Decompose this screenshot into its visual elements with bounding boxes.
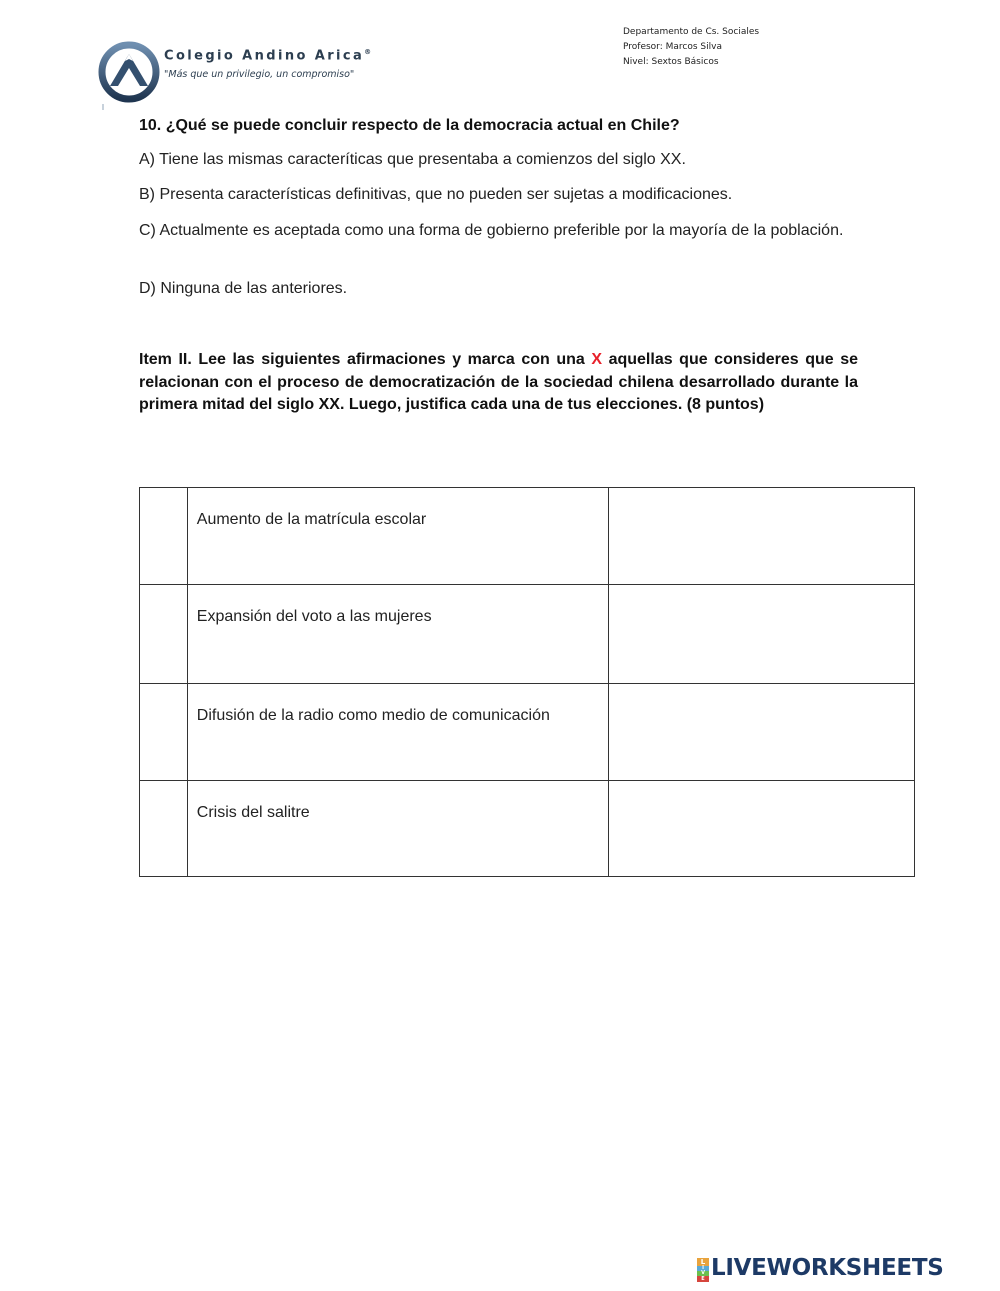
brand-name: LIVEWORKSHEETS [711, 1255, 944, 1281]
school-name: Colegio Andino Arica® [164, 48, 372, 64]
instructions-text-end: aquellas que consideres que se relacionan con el proceso de democratización de la sociedad chilena desarrollado durante la primera mitad del siglo XX. Luego, justifica cada una de tus elecciones. (8 puntos) [139, 351, 858, 413]
statements-table [139, 487, 915, 877]
statement-cell: Crisis del salitre [187, 781, 608, 877]
header-info [623, 25, 759, 70]
option-c[interactable]: C) Actualmente es aceptada como una forma de gobierno preferible por la mayoría de la población. [139, 222, 844, 239]
statement-cell: Difusión de la radio como medio de comunicación [187, 684, 608, 781]
table-row [140, 781, 915, 877]
justification-cell[interactable] [608, 684, 914, 781]
mark-cell[interactable] [140, 585, 188, 684]
school-slogan: "Más que un privilegio, un compromiso" [164, 69, 355, 80]
department-label: Departamento de Cs. Sociales [623, 27, 760, 37]
teacher-label: Profesor: Marcos Silva [623, 42, 722, 52]
level-label: Nivel: Sextos Básicos [623, 57, 719, 67]
justification-cell[interactable] [608, 585, 914, 684]
justification-cell[interactable] [608, 488, 914, 585]
mark-cell[interactable] [140, 781, 188, 877]
justification-cell[interactable] [608, 781, 914, 877]
table-row [140, 585, 915, 684]
statement-cell: Aumento de la matrícula escolar [187, 488, 608, 585]
mark-cell[interactable] [140, 488, 188, 585]
mark-cell[interactable] [140, 684, 188, 781]
question-title: 10. ¿Qué se puede concluir respecto de la democracia actual en Chile? [139, 117, 680, 134]
school-logo [98, 34, 388, 114]
mountain-emblem-icon [98, 34, 160, 110]
item-ii-instructions [139, 349, 858, 417]
mark-x-label: X [591, 351, 603, 368]
option-a[interactable]: A) Tiene las mismas caracteríticas que presentaba a comienzos del siglo XX. [139, 151, 686, 168]
instructions-text-start: Item II. Lee las siguientes afirmaciones y marca con una [139, 351, 592, 368]
option-b[interactable]: B) Presenta características definitivas, que no pueden ser sujetas a modificaciones. [139, 186, 733, 203]
live-badge-icon: L I V E [697, 1258, 709, 1282]
option-d[interactable]: D) Ninguna de las anteriores. [139, 280, 348, 297]
registered-mark: ® [364, 48, 372, 56]
statement-cell: Expansión del voto a las mujeres [187, 585, 608, 684]
table-row [140, 684, 915, 781]
table-row [140, 488, 915, 585]
